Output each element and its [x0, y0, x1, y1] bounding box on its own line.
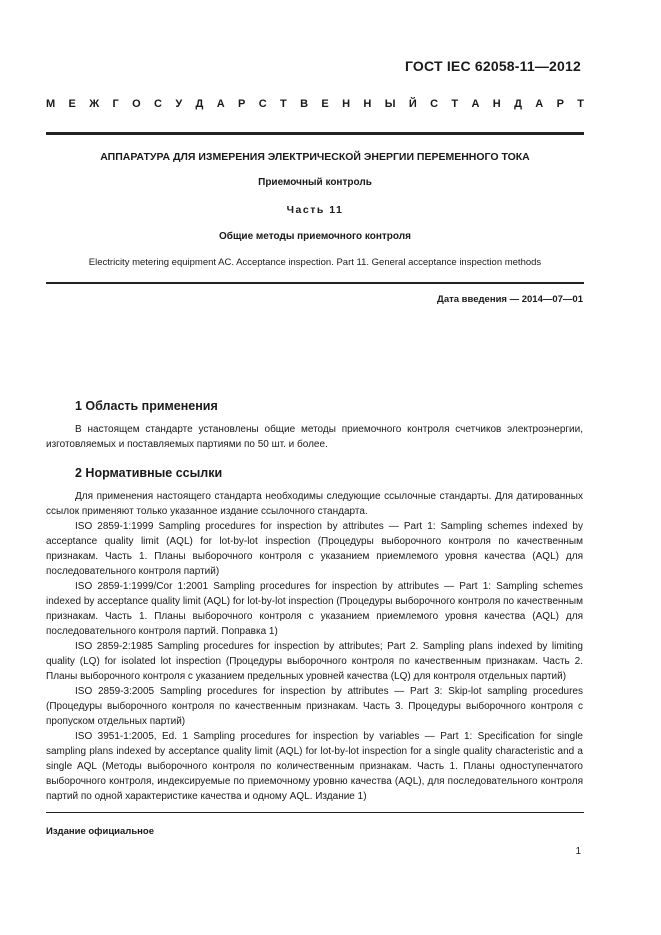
scope-paragraph: В настоящем стандарте установлены общие методы приемочного контроля счетчиков электроэнергии, изготовляемых и поставляемых партиями по 50 шт. и более.: [46, 424, 583, 450]
refs-paragraph: ISO 2859-3:2005 Sampling procedures for inspection by attributes — Part 3: Skip-lot sampling procedures (Процедуры выборочного контроля по качественным признакам. Часть 3. Процедуры выборочного контроля с пропуском отдельных партий): [46, 686, 583, 727]
gost-identifier: ГОСТ IEC 62058-11—2012: [404, 58, 581, 74]
refs-paragraph: ISO 2859-1:1999/Cor 1:2001 Sampling procedures for inspection by attributes — Part 1: Sampling schemes indexed by acceptance quality limit (AQL) for lot-by-lot inspection (Процедуры выборочного контроля по качественным признакам. Часть 1. Планы выборочного контроля с указанием приемлемого уровня качества (AQL) для последовательного контроля партий. Поправка 1): [46, 581, 583, 637]
footer-rule: [46, 812, 584, 813]
intro-date: Дата введения — 2014—07—01: [437, 294, 583, 305]
refs-heading: 2 Нормативные ссылки: [75, 466, 223, 480]
part-label: Часть 11: [286, 204, 344, 216]
scope-text: [46, 422, 583, 452]
edition-label: Издание официальное: [46, 826, 154, 837]
refs-body: [46, 489, 583, 804]
refs-paragraph: Для применения настоящего стандарта необходимы следующие ссылочные стандарты. Для датированных ссылок применяют только указанное издание ссылочного стандарта.: [46, 491, 583, 517]
scope-heading: 1 Область применения: [75, 399, 218, 413]
title-rule: [46, 282, 584, 284]
header-rule: [46, 132, 584, 135]
methods-title: Общие методы приемочного контроля: [219, 231, 411, 242]
refs-paragraph: ISO 2859-1:1999 Sampling procedures for inspection by attributes — Part 1: Sampling schemes indexed by acceptance quality limit (AQL) for lot-by-lot inspection (Процедуры выборочного контроля по качественным признакам. Часть 1. Планы выборочного контроля с указанием приемлемого уровня качества (AQL) для последовательного контроля партий): [46, 521, 583, 577]
subtitle: Приемочный контроль: [258, 177, 372, 188]
refs-paragraph: ISO 3951-1:2005, Ed. 1 Sampling procedures for inspection by variables — Part 1: Specification for single sampling plans indexed by acceptance quality limit (AQL) for lot-by-lot inspection for a single quality characteristic and a single AQL (Методы выборочного контроля по количественным признакам. Часть 1. Планы одноступенчатого выборочного контроля, индексируемые по приемочному уровню качества (AQL), для последовательного контроля партий по одной характеристике качества и одному AQL. Издание 1): [46, 731, 583, 802]
english-title: Electricity metering equipment AC. Acceptance inspection. Part 11. General acceptance inspection methods: [88, 257, 542, 268]
page-number: 1: [575, 846, 581, 857]
interstate-standard-banner: М Е Ж Г О С У Д А Р С Т В Е Н Н Ы Й С Т А Н Д А Р Т: [46, 98, 584, 110]
refs-paragraph: ISO 2859-2:1985 Sampling procedures for inspection by attributes; Part 2. Sampling plans indexed by limiting quality (LQ) for isolated lot inspection (Процедуры выборочного контроля по качественным признакам. Часть 2. Планы выборочного контроля с указанием предельных уровней качества (LQ) для контроля отдельных партий): [46, 641, 583, 682]
main-title: АППАРАТУРА ДЛЯ ИЗМЕРЕНИЯ ЭЛЕКТРИЧЕСКОЙ ЭНЕРГИИ ПЕРЕМЕННОГО ТОКА: [100, 151, 530, 163]
